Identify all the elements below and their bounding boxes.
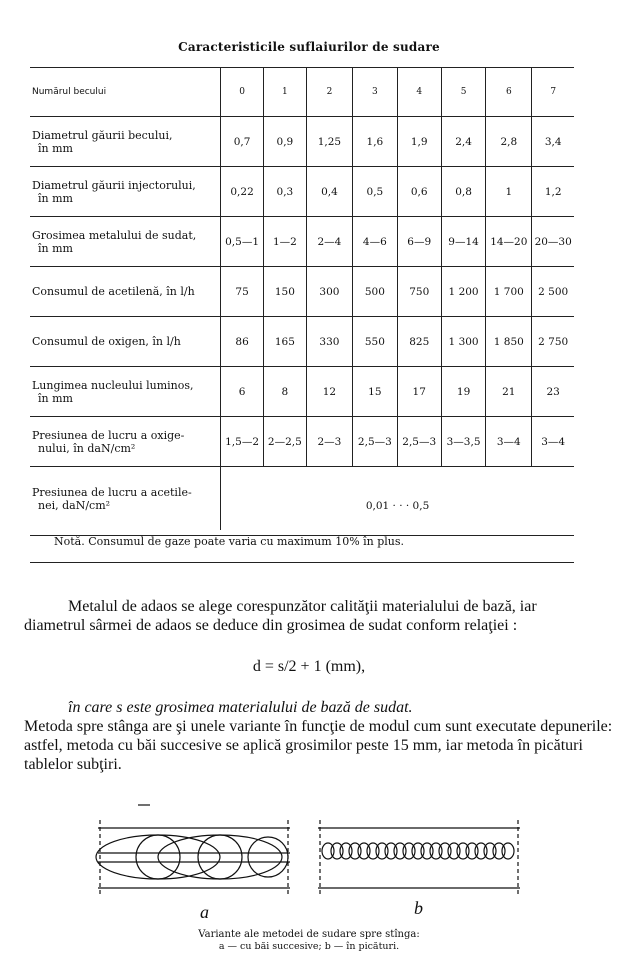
- figure-label-a: a: [200, 902, 209, 922]
- table-cell: 0,5—1: [221, 217, 264, 267]
- table-cell: 0,6: [397, 167, 441, 217]
- table-cell: 0,7: [221, 117, 264, 167]
- table-cell: 9—14: [441, 217, 485, 267]
- table-cell: 4—6: [353, 217, 397, 267]
- table-cell: 17: [397, 367, 441, 417]
- figure-label-b: b: [414, 898, 423, 918]
- table-cell: 1 700: [486, 267, 532, 317]
- table-cell: 300: [306, 267, 353, 317]
- table-cell: 1,9: [397, 117, 441, 167]
- table-cell: 150: [264, 267, 307, 317]
- table-cell: 500: [353, 267, 397, 317]
- paragraph-1-line1: Metalul de adaos se alege corespunzător calităţii materialului de bază, iar: [68, 598, 537, 615]
- table-cell: 1 850: [486, 317, 532, 367]
- table-cell: 3—4: [486, 417, 532, 467]
- table-cell: 3—4: [532, 417, 574, 467]
- row-label: [30, 417, 221, 467]
- torch-characteristics-table: [30, 68, 574, 552]
- table-note-row: [30, 530, 574, 552]
- table-row: [30, 167, 574, 217]
- row-label: [30, 467, 221, 531]
- table-cell: 86: [221, 317, 264, 367]
- table-cell: 6: [221, 367, 264, 417]
- paragraph-2: Metoda spre stânga are şi unele variante în funcţie de modul cum sunt executate depunerile: astfel, metoda cu băi succesive se aplică grosimilor peste 15 mm, iar metoda în picături tablelor subţiri.: [24, 718, 613, 773]
- column-header: 1: [264, 68, 307, 117]
- row-label-line1: Lungimea nucleului luminos,: [32, 378, 194, 392]
- note-rule: [30, 562, 574, 563]
- table-cell: 0,8: [441, 167, 485, 217]
- row-label-line1: Grosimea metalului de sudat,: [32, 228, 197, 242]
- column-header: 6: [486, 68, 532, 117]
- table-cell: 2—4: [306, 217, 353, 267]
- table-cell: 14—20: [486, 217, 532, 267]
- table-cell: 1,25: [306, 117, 353, 167]
- table-cell: 550: [353, 317, 397, 367]
- row-label-line1: Consumul de oxigen, în l/h: [32, 335, 181, 348]
- table-cell: 8: [264, 367, 307, 417]
- table-cell: 0,22: [221, 167, 264, 217]
- table-cell: 1 200: [441, 267, 485, 317]
- table-cell: 0,9: [264, 117, 307, 167]
- column-header: 3: [353, 68, 397, 117]
- table-cell: 2—2,5: [264, 417, 307, 467]
- welding-variants-figure: [90, 800, 530, 920]
- table-cell: 12: [306, 367, 353, 417]
- row-label-line2: în mm: [38, 191, 73, 205]
- merged-cell: 0,01 · · · 0,5: [221, 467, 574, 531]
- table-cell: 3,4: [532, 117, 574, 167]
- formula: d = s/2 + 1 (mm),: [252, 658, 366, 675]
- table-cell: 825: [397, 317, 441, 367]
- row-label: [30, 267, 221, 317]
- table-bottom-rule: [30, 535, 574, 536]
- table-row: [30, 417, 574, 467]
- row-label-line2: în mm: [38, 241, 73, 255]
- table-cell: 750: [397, 267, 441, 317]
- figure-a-successive-pools: [96, 805, 290, 896]
- column-header: 2: [306, 68, 353, 117]
- table-cell: 1,5—2: [221, 417, 264, 467]
- table-cell: 1—2: [264, 217, 307, 267]
- table-row: [30, 217, 574, 267]
- table-row: [30, 117, 574, 167]
- table-cell: 330: [306, 317, 353, 367]
- table-cell: 0,3: [264, 167, 307, 217]
- row-label-line2: în mm: [38, 141, 73, 155]
- row-label-line2: nei, daN/cm²: [38, 498, 111, 512]
- droplet-bead: [322, 843, 514, 859]
- row-label-line2: nului, în daN/cm²: [38, 441, 136, 455]
- table-cell: 75: [221, 267, 264, 317]
- table-row: [30, 467, 574, 531]
- table-cell: 6—9: [397, 217, 441, 267]
- table-cell: 2,5—3: [397, 417, 441, 467]
- column-header: 4: [397, 68, 441, 117]
- table-row: [30, 317, 574, 367]
- table-cell: 1 300: [441, 317, 485, 367]
- row-label-line2: în mm: [38, 391, 73, 405]
- table-cell: 2,8: [486, 117, 532, 167]
- row-label: [30, 367, 221, 417]
- table-cell: 2,4: [441, 117, 485, 167]
- table-row: [30, 367, 574, 417]
- table-row: [30, 267, 574, 317]
- row-label: [30, 117, 221, 167]
- table-cell: 0,5: [353, 167, 397, 217]
- figure-caption-line1: Variante ale metodei de sudare spre stînga:: [198, 929, 420, 940]
- table-cell: 2—3: [306, 417, 353, 467]
- row-label-line1: Consumul de acetilenă, în l/h: [32, 285, 195, 298]
- table-cell: 1,2: [532, 167, 574, 217]
- table-note: Notă. Consumul de gaze poate varia cu maximum 10% în plus.: [54, 534, 405, 548]
- paragraph-1: [24, 597, 604, 635]
- table-cell: 19: [441, 367, 485, 417]
- table-cell: 0,4: [306, 167, 353, 217]
- table-title: Caracteristicile suflaiurilor de sudare: [178, 40, 440, 54]
- table-cell: 20—30: [532, 217, 574, 267]
- column-header: 0: [221, 68, 264, 117]
- table-cell: 2 750: [532, 317, 574, 367]
- table-cell: 2 500: [532, 267, 574, 317]
- row-label-line1: Presiunea de lucru a acetile-: [32, 485, 192, 499]
- row-label: [30, 167, 221, 217]
- table-cell: 21: [486, 367, 532, 417]
- row-label: [30, 217, 221, 267]
- table-cell: 15: [353, 367, 397, 417]
- figure-caption-line2: a — cu băi succesive; b — în picături.: [218, 941, 400, 952]
- formula-explanation: în care s este grosimea materialului de bază de sudat.: [68, 699, 413, 716]
- table-cell: 23: [532, 367, 574, 417]
- row-label-line1: Presiunea de lucru a oxige-: [32, 428, 185, 442]
- column-header: 5: [441, 68, 485, 117]
- header-label: Numărul becului: [30, 68, 221, 117]
- row-label: [30, 317, 221, 367]
- table-cell: 1,6: [353, 117, 397, 167]
- row-label-line1: Diametrul găurii injectorului,: [32, 178, 196, 192]
- table-cell: 3—3,5: [441, 417, 485, 467]
- column-header: 7: [532, 68, 574, 117]
- table-cell: 1: [486, 167, 532, 217]
- table-cell: 165: [264, 317, 307, 367]
- row-label-line1: Diametrul găurii becului,: [32, 128, 173, 142]
- paragraph-1-line2: diametrul sârmei de adaos se deduce din grosimea de sudat conform relaţiei :: [24, 617, 518, 634]
- figure-b-droplets: [318, 820, 520, 896]
- table-cell: 2,5—3: [353, 417, 397, 467]
